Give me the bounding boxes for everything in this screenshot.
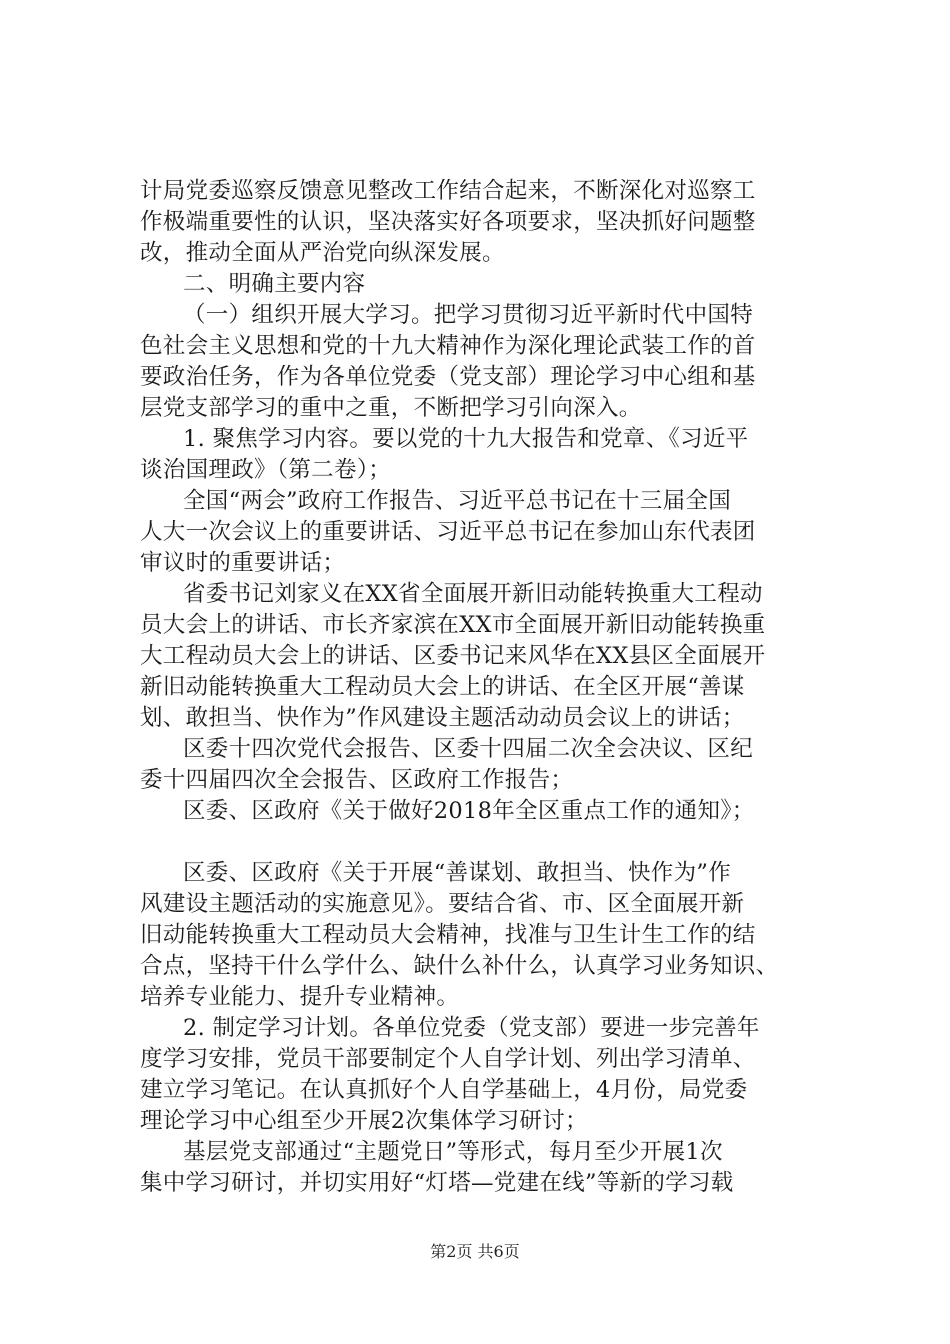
text-line: 旧动能转换重大工程动员大会精神，找准与卫生计生工作的结 xyxy=(140,922,756,948)
text-line: 建立学习笔记。在认真抓好个人自学基础上，4月份，局党委 xyxy=(140,1077,748,1103)
page-number-footer: 第2页 共6页 xyxy=(430,1242,520,1261)
text-line: 层党支部学习的重中之重，不断把学习引向深入。 xyxy=(140,395,642,421)
text-line: （一）组织开展大学习。把学习贯彻习近平新时代中国特 xyxy=(183,302,754,328)
text-line: 培养专业能力、提升专业精神。 xyxy=(140,984,460,1010)
text-line: 全国“两会”政府工作报告、习近平总书记在十三届全国 xyxy=(183,488,732,514)
text-line: 1. 聚焦学习内容。要以党的十九大报告和党章、《习近平 xyxy=(183,426,749,452)
text-line: 理论学习中心组至少开展2次集体学习研讨； xyxy=(140,1108,588,1134)
text-line: 合点，坚持干什么学什么、缺什么补什么，认真学习业务知识、 xyxy=(140,953,779,979)
text-line: 基层党支部通过“主题党日”等形式，每月至少开展1次 xyxy=(183,1139,723,1165)
text-line: 审议时的重要讲话； xyxy=(140,550,346,576)
text-line: 2. 制定学习计划。各单位党委（党支部）要进一步完善年 xyxy=(183,1015,760,1041)
text-line: 区委、区政府《关于做好2018年全区重点工作的通知》； xyxy=(183,798,755,824)
document-body xyxy=(140,176,840,1199)
text-line: 改，推动全面从严治党向纵深发展。 xyxy=(140,240,505,266)
text-line: 谈治国理政》（第二卷）； xyxy=(140,457,392,483)
text-line: 风建设主题活动的实施意见》。要结合省、市、区全面展开新 xyxy=(140,891,745,917)
text-line: 划、敢担当、快作为”作风建设主题活动动员会议上的讲话； xyxy=(140,705,745,731)
text-line: 区委、区政府《关于开展“善谋划、敢担当、快作为”作 xyxy=(183,860,732,886)
text-line: 区委十四次党代会报告、区委十四届二次全会决议、区纪 xyxy=(183,736,754,762)
text-line: 省委书记刘家义在XX省全面展开新旧动能转换重大工程动 xyxy=(183,581,763,607)
text-line: 计局党委巡察反馈意见整改工作结合起来，不断深化对巡察工 xyxy=(140,178,756,204)
text-line: 集中学习研讨，并切实用好“灯塔—党建在线”等新的学习载 xyxy=(140,1170,734,1196)
text-line: 人大一次会议上的重要讲话、习近平总书记在参加山东代表团 xyxy=(140,519,756,545)
text-line: 度学习安排，党员干部要制定个人自学计划、列出学习清单、 xyxy=(140,1046,756,1072)
text-line: 要政治任务，作为各单位党委（党支部）理论学习中心组和基 xyxy=(140,364,756,390)
text-line: 作极端重要性的认识，坚决落实好各项要求，坚决抓好问题整 xyxy=(140,209,756,235)
text-line: 委十四届四次全会报告、区政府工作报告； xyxy=(140,767,574,793)
text-line: 新旧动能转换重大工程动员大会上的讲话、在全区开展“善谋 xyxy=(140,674,745,700)
blank-line xyxy=(140,827,840,858)
text-line: 员大会上的讲话、市长齐家滨在XX市全面展开新旧动能转换重 xyxy=(140,612,766,638)
text-line: 大工程动员大会上的讲话、区委书记来风华在XX县区全面展开 xyxy=(140,643,766,669)
text-line: 色社会主义思想和党的十九大精神作为深化理论武装工作的首 xyxy=(140,333,756,359)
section-heading: 二、明确主要内容 xyxy=(183,271,366,297)
